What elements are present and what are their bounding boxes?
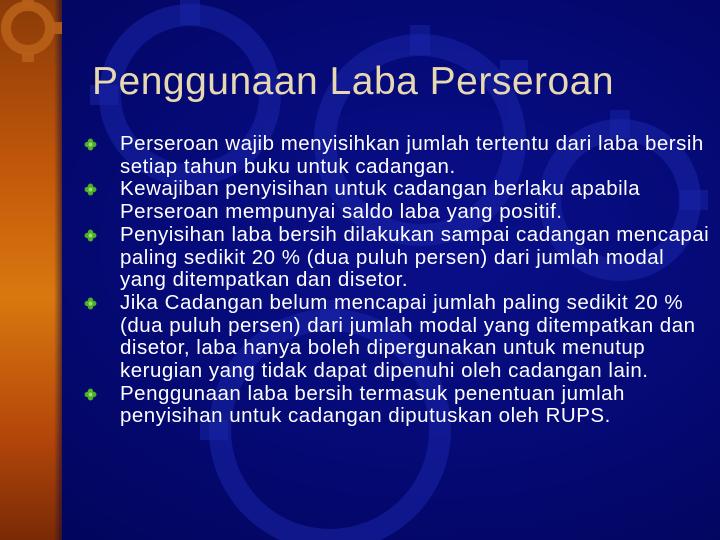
gear-tooth <box>180 0 200 25</box>
bullet-text: Penyisihan laba bersih dilakukan sampai cadangan mencapai paling sedikit 20 % (dua puluh persen) dari jumlah modal yang ditempatkan dan disetor. <box>120 222 710 292</box>
bullet-item-3 <box>84 224 714 292</box>
green-flower-bullet-icon <box>84 183 97 196</box>
slide-title: Penggunaan Laba Perseroan <box>92 60 615 103</box>
bullet-text: Penggunaan laba bersih termasuk penentuan jumlah penyisihan untuk cadangan diputuskan oleh RUPS. <box>120 381 625 428</box>
gear-tooth <box>22 0 34 8</box>
green-flower-bullet-icon <box>84 229 97 242</box>
bullet-text: Perseroan wajib menyisihkan jumlah tertentu dari laba bersih setiap tahun buku untuk cadangan. <box>120 132 704 178</box>
bullet-text: Kewajiban penyisihan untuk cadangan berlaku apabila Perseroan mempunyai saldo laba yang positif. <box>120 177 641 224</box>
green-flower-bullet-icon <box>84 297 97 310</box>
bullet-item-4 <box>84 292 714 383</box>
gear-tooth <box>410 25 430 55</box>
green-flower-bullet-icon <box>84 388 97 401</box>
bullet-item-1 <box>84 133 714 178</box>
gear-tooth <box>52 22 62 34</box>
bullet-item-2 <box>84 178 714 223</box>
green-flower-bullet-icon <box>84 138 97 151</box>
orange-gear-top-left <box>6 6 50 50</box>
bullet-item-5 <box>84 383 714 428</box>
gear-tooth <box>22 52 34 62</box>
bullet-text: Jika Cadangan belum mencapai jumlah paling sedikit 20 % (dua puluh persen) dari jumlah modal yang ditempatkan dan disetor, laba hanya boleh dipergunakan untuk menutup kerugian yang tidak dapat dipenuhi oleh cadangan lain. <box>120 290 696 383</box>
bullet-list <box>84 133 714 428</box>
